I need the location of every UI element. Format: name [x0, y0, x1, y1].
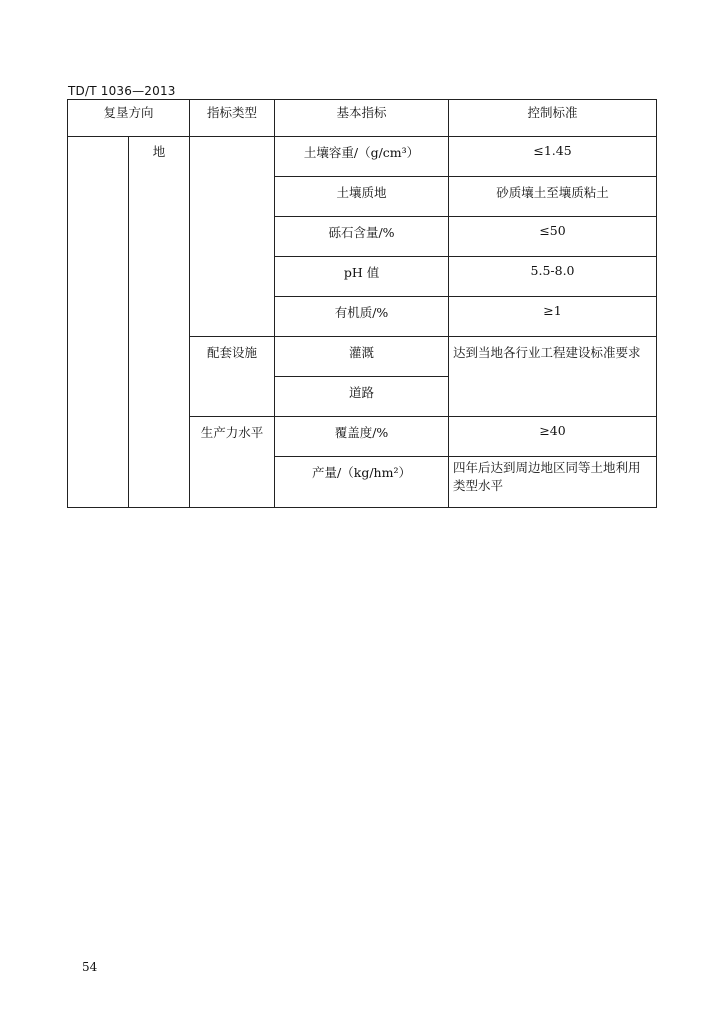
table-row: [68, 137, 657, 177]
indicator-cell: 有机质/%: [275, 297, 449, 337]
standard-cell: ≤50: [449, 217, 657, 257]
direction-suffix-cell: [129, 137, 190, 508]
indicator-cell: 覆盖度/%: [275, 417, 449, 457]
column-header-direction: 复垦方向: [68, 100, 190, 137]
column-header-indicator-type: 指标类型: [190, 100, 275, 137]
indicator-cell: 砾石含量/%: [275, 217, 449, 257]
standard-cell: 砂质壤土至壤质粘土: [449, 177, 657, 217]
standard-cell: 5.5-8.0: [449, 257, 657, 297]
indicator-cell: 灌溉: [275, 337, 449, 377]
facility-standard-cell: 达到当地各行业工程建设标准要求: [449, 337, 657, 417]
indicator-cell: 土壤容重/（g/cm³）: [275, 137, 449, 177]
standard-cell: ≥40: [449, 417, 657, 457]
direction-suffix: 地: [152, 144, 166, 159]
direction-cell-left: [68, 137, 129, 508]
standard-cell: ≥1: [449, 297, 657, 337]
standard-code: TD/T 1036—2013: [68, 84, 176, 98]
reclamation-standards-table: [67, 99, 657, 508]
column-header-basic-indicator: 基本指标: [275, 100, 449, 137]
page-number: 54: [82, 960, 98, 974]
indicator-cell: 土壤质地: [275, 177, 449, 217]
table-header-row: [68, 100, 657, 137]
indicator-cell: 产量/（kg/hm²）: [275, 457, 449, 508]
indicator-type-facilities: 配套设施: [190, 337, 275, 417]
column-header-control-standard: 控制标准: [449, 100, 657, 137]
standard-cell: 四年后达到周边地区同等土地利用类型水平: [449, 457, 657, 508]
indicator-cell: pH 值: [275, 257, 449, 297]
indicator-cell: 道路: [275, 377, 449, 417]
soil-quality-type-cell: [190, 137, 275, 337]
standard-cell: ≤1.45: [449, 137, 657, 177]
indicator-type-productivity: 生产力水平: [190, 417, 275, 508]
